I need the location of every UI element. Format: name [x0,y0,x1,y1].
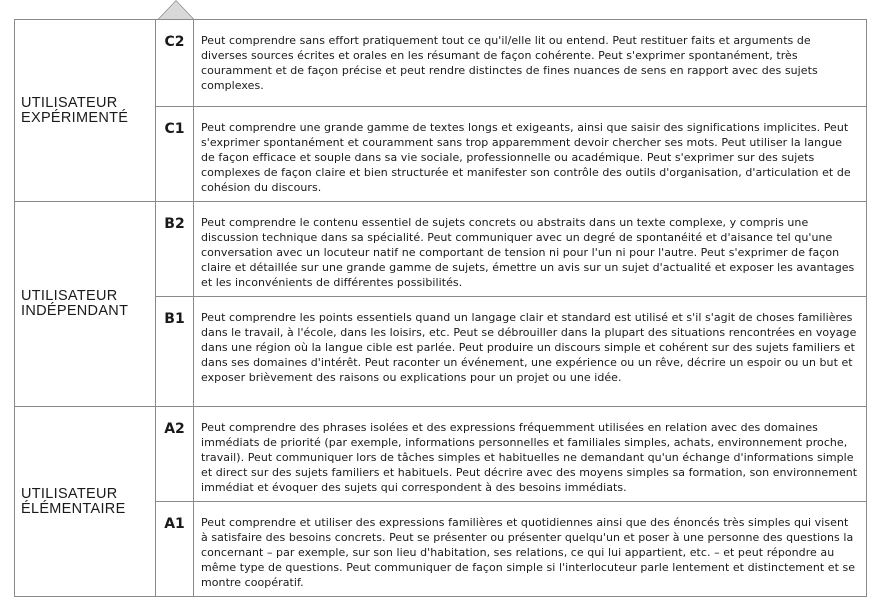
level-code: B1 [156,297,194,407]
group-label-line2: ÉLÉMENTAIRE [21,500,126,517]
level-code: A1 [156,502,194,597]
cefr-levels-table [14,19,867,597]
level-description: Peut comprendre une grande gamme de textes longs et exigeants, ainsi que saisir des significations implicites. Peut s'exprimer spontanément et couramment sans trop apparemment devoir chercher ses mots. Peut utiliser la langue de façon efficace et souple dans sa vie sociale, professionnelle ou académique. Peut s'exprimer sur des sujets complexes de façon claire et bien structurée et manifester son contrôle des outils d'organisation, d'articulation et de cohésion du discours. [194,107,867,202]
level-code: B2 [156,202,194,297]
group-label-line1: UTILISATEUR [21,94,118,111]
group-label-line1: UTILISATEUR [21,485,118,502]
level-code: C2 [156,20,194,107]
level-description: Peut comprendre les points essentiels quand un langage clair et standard est utilisé et s'il s'agit de choses familières dans le travail, à l'école, dans les loisirs, etc. Peut se débrouiller dans la plupart des situations rencontrées en voyage dans une région où la langue cible est parlée. Peut produire un discours simple et cohérent sur des sujets familiers et dans ses domaines d'intérêt. Peut raconter un événement, une expérience ou un rêve, décrire un espoir ou un but et exposer brièvement des raisons ou explications pour un projet ou une idée. [194,297,867,407]
level-row-c2 [15,20,867,107]
level-description: Peut comprendre des phrases isolées et des expressions fréquemment utilisées en relation avec des domaines immédiats de priorité (par exemple, informations personnelles et familiales simples, achats, environnement proche, travail). Peut communiquer lors de tâches simples et habituelles ne demandant qu'un échange d'informations simple et direct sur des sujets familiers et habituels. Peut décrire avec des moyens simples sa formation, son environnement immédiat et évoquer des sujets qui correspondent à des besoins immédiats. [194,407,867,502]
group-label-line2: EXPÉRIMENTÉ [21,109,129,126]
group-elementary [15,407,156,597]
level-code: A2 [156,407,194,502]
scale-top-arrow [159,1,193,19]
level-row-a2 [15,407,867,502]
group-label-line2: INDÉPENDANT [21,303,129,319]
level-row-b2 [15,202,867,297]
level-description: Peut comprendre et utiliser des expressions familières et quotidiennes ainsi que des énoncés très simples qui visent à satisfaire des besoins concrets. Peut se présenter ou présenter quelqu'un et poser à une personne des questions la concernant – par exemple, sur son lieu d'habitation, ses relations, ce qui lui appartient, etc. – et peut répondre au même type de questions. Peut communiquer de façon simple si l'interlocuteur parle lentement et distinctement et se montre coopératif. [194,502,867,597]
group-label-line1: UTILISATEUR [21,288,118,304]
level-code: C1 [156,107,194,202]
group-independent [15,202,156,407]
level-description: Peut comprendre le contenu essentiel de sujets concrets ou abstraits dans un texte complexe, y compris une discussion technique dans sa spécialité. Peut communiquer avec un degré de spontanéité et d'aisance tel qu'une conversation avec un locuteur natif ne comportant de tension ni pour l'un ni pour l'autre. Peut s'exprimer de façon claire et détaillée sur une grande gamme de sujets, émettre un avis sur un sujet d'actualité et exposer les avantages et les inconvénients de différentes possibilités. [194,202,867,297]
group-experimented [15,20,156,202]
level-description: Peut comprendre sans effort pratiquement tout ce qu'il/elle lit ou entend. Peut restituer faits et arguments de diverses sources écrites et orales en les résumant de façon cohérente. Peut s'exprimer spontanément, très couramment et de façon précise et peut rendre distinctes de fines nuances de sens en rapport avec des sujets complexes. [194,20,867,107]
